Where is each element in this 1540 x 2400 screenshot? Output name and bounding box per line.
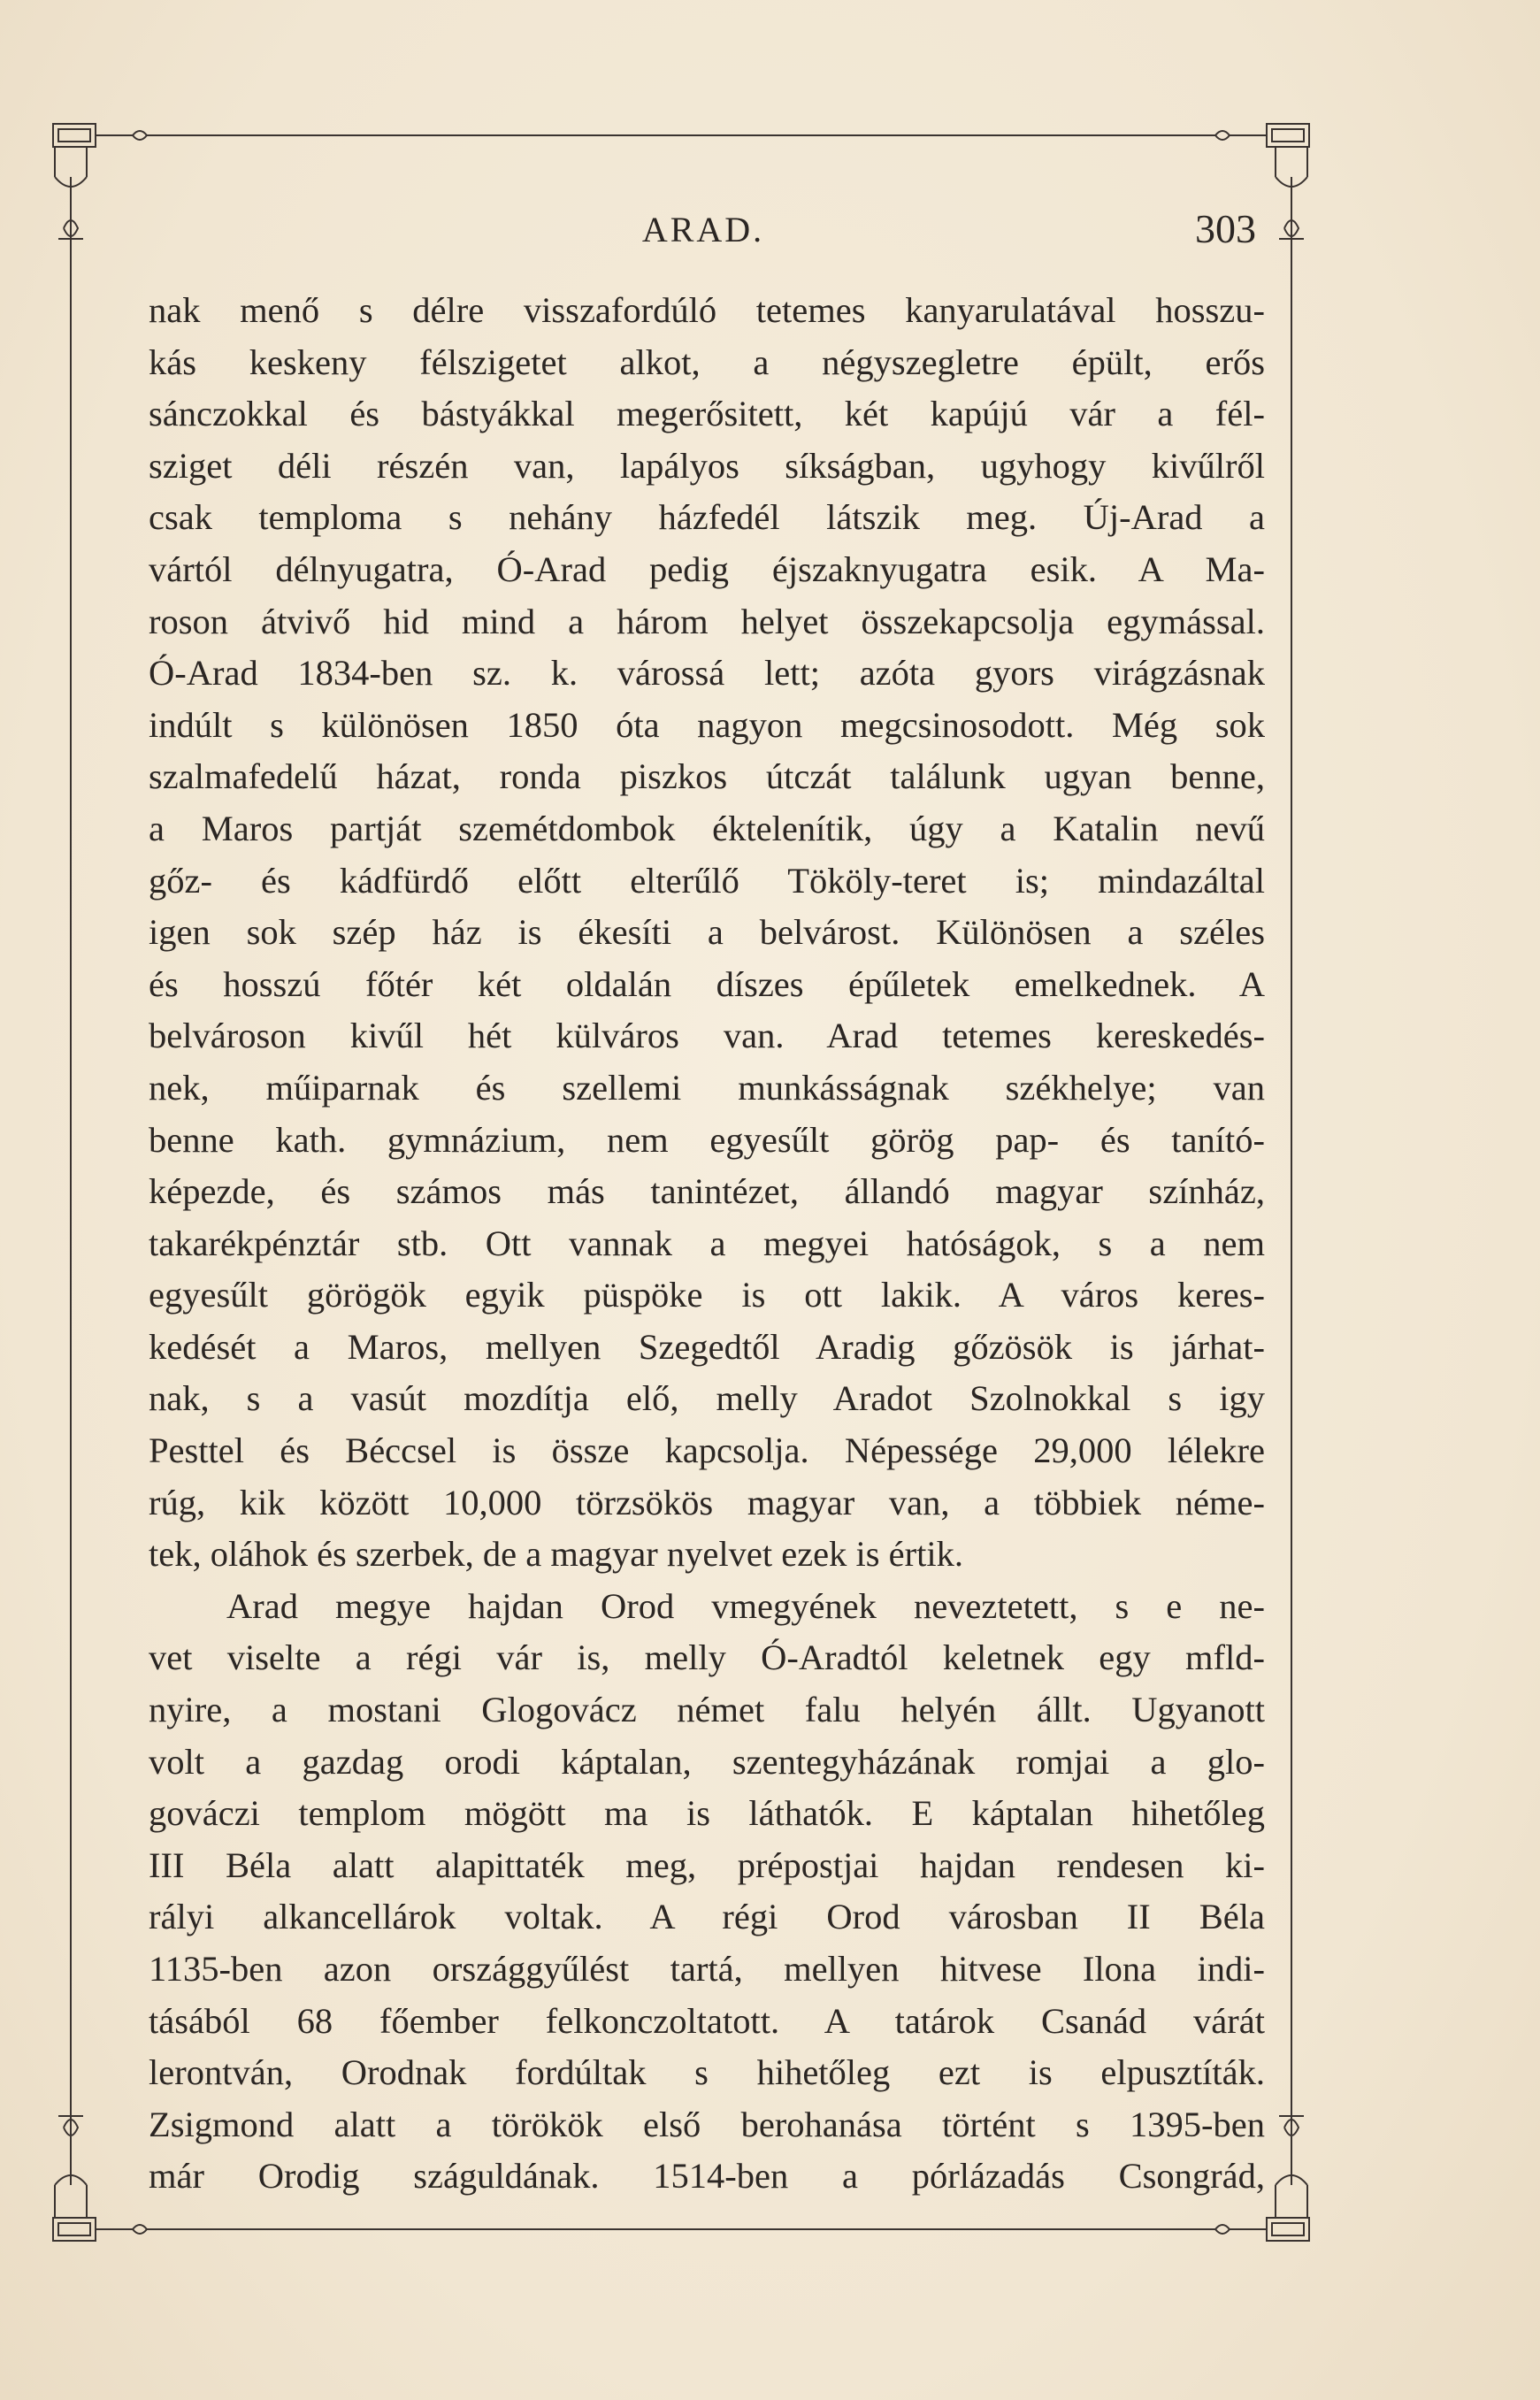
text-line: Arad megye hajdan Orod vmegyének neveztetett, s e ne- [226, 1585, 1265, 1626]
text-line: 1135-ben azon országgyűlést tartá, mellyen hitvese Ilona indi- [149, 1949, 1265, 1989]
text-line: igen sok szép ház is ékesíti a belvárost. Különösen a széles [149, 912, 1265, 953]
text-line: sánczokkal és bástyákkal megerősitett, két kapújú vár a fél- [149, 394, 1265, 434]
text-line: tásából 68 főember felkonczoltatott. A tatárok Csanád várát [149, 2000, 1265, 2041]
body-text [149, 285, 1265, 2203]
text-line: tek, oláhok és szerbek, de a magyar nyelvet ezek is értik. [149, 1534, 963, 1575]
text-line: képezde, és számos más tanintézet, állandó magyar színház, [149, 1171, 1265, 1212]
text-line: III Béla alatt alapittaték meg, prépostjai hajdan rendesen ki- [149, 1844, 1265, 1885]
text-line: és hosszú főtér két oldalán díszes épűletek emelkednek. A [149, 963, 1265, 1004]
text-line: vet viselte a régi vár is, melly Ó-Aradtól keletnek egy mfld- [149, 1637, 1265, 1678]
text-line: sziget déli részén van, lapályos síkságban, ugyhogy kivűlről [149, 445, 1265, 486]
text-line: gováczi templom mögött ma is láthatók. E káptalan hihetőleg [149, 1793, 1265, 1834]
text-line: nyire, a mostani Glogovácz német falu helyén állt. Ugyanott [149, 1690, 1265, 1730]
text-line: indúlt s különösen 1850 óta nagyon megcsinosodott. Még sok [149, 704, 1265, 745]
text-line: Zsigmond alatt a törökök első berohanása történt s 1395-ben [149, 2104, 1265, 2144]
page-number: 303 [1195, 206, 1256, 251]
text-line: nak, s a vasút mozdítja elő, melly Aradot Szolnokkal s igy [149, 1378, 1265, 1419]
text-line: benne kath. gymnázium, nem egyesűlt görög pap- és tanító- [149, 1119, 1265, 1160]
text-line: takarékpénztár stb. Ott vannak a megyei hatóságok, s a nem [149, 1223, 1265, 1263]
text-line: vártól délnyugatra, Ó-Arad pedig éjszaknyugatra esik. A Ma- [149, 548, 1265, 589]
text-line: Ó-Arad 1834-ben sz. k. várossá lett; azóta gyors virágzásnak [149, 653, 1265, 694]
text-line: volt a gazdag orodi káptalan, szentegyházának romjai a glo- [149, 1741, 1265, 1782]
text-line: nek, műiparnak és szellemi munkásságnak székhelye; van [149, 1067, 1265, 1108]
text-line: szalmafedelű házat, ronda piszkos útczát találunk ugyan benne, [149, 756, 1265, 797]
text-line: kedését a Maros, mellyen Szegedtől Aradig gőzösök is járhat- [149, 1326, 1265, 1367]
text-line: nak menő s délre visszafordúló tetemes kanyarulatával hosszu- [149, 290, 1265, 330]
text-line: kás keskeny félszigetet alkot, a négyszegletre épült, erős [149, 341, 1265, 382]
text-line: már Orodig száguldának. 1514-ben a pórlázadás Csongrád, [149, 2156, 1265, 2197]
text-line: gőz- és kádfürdő előtt elterűlő Tököly-teret is; mindazáltal [149, 860, 1265, 901]
text-line: egyesűlt görögök egyik püspöke is ott lakik. A város keres- [149, 1275, 1265, 1315]
page-header [150, 206, 1256, 262]
text-line: a Maros partját szemétdombok éktelenítik, úgy a Katalin nevű [149, 808, 1265, 848]
text-line: roson átvivő hid mind a három helyet összekapcsolja egymással. [149, 601, 1265, 641]
text-line: rúg, kik között 10,000 törzsökös magyar van, a többiek néme- [149, 1482, 1265, 1522]
text-line: rályi alkancellárok voltak. A régi Orod városban II Béla [149, 1897, 1265, 1937]
text-line: csak temploma s nehány házfedél látszik meg. Új-Arad a [149, 497, 1265, 538]
text-line: lerontván, Orodnak fordúltak s hihetőleg ezt is elpusztíták. [149, 2052, 1265, 2093]
text-line: belvároson kivűl hét külváros van. Arad tetemes kereskedés- [149, 1016, 1265, 1056]
running-title: ARAD. [641, 210, 765, 249]
text-line: Pesttel és Béccsel is össze kapcsolja. Népessége 29,000 lélekre [149, 1430, 1265, 1471]
